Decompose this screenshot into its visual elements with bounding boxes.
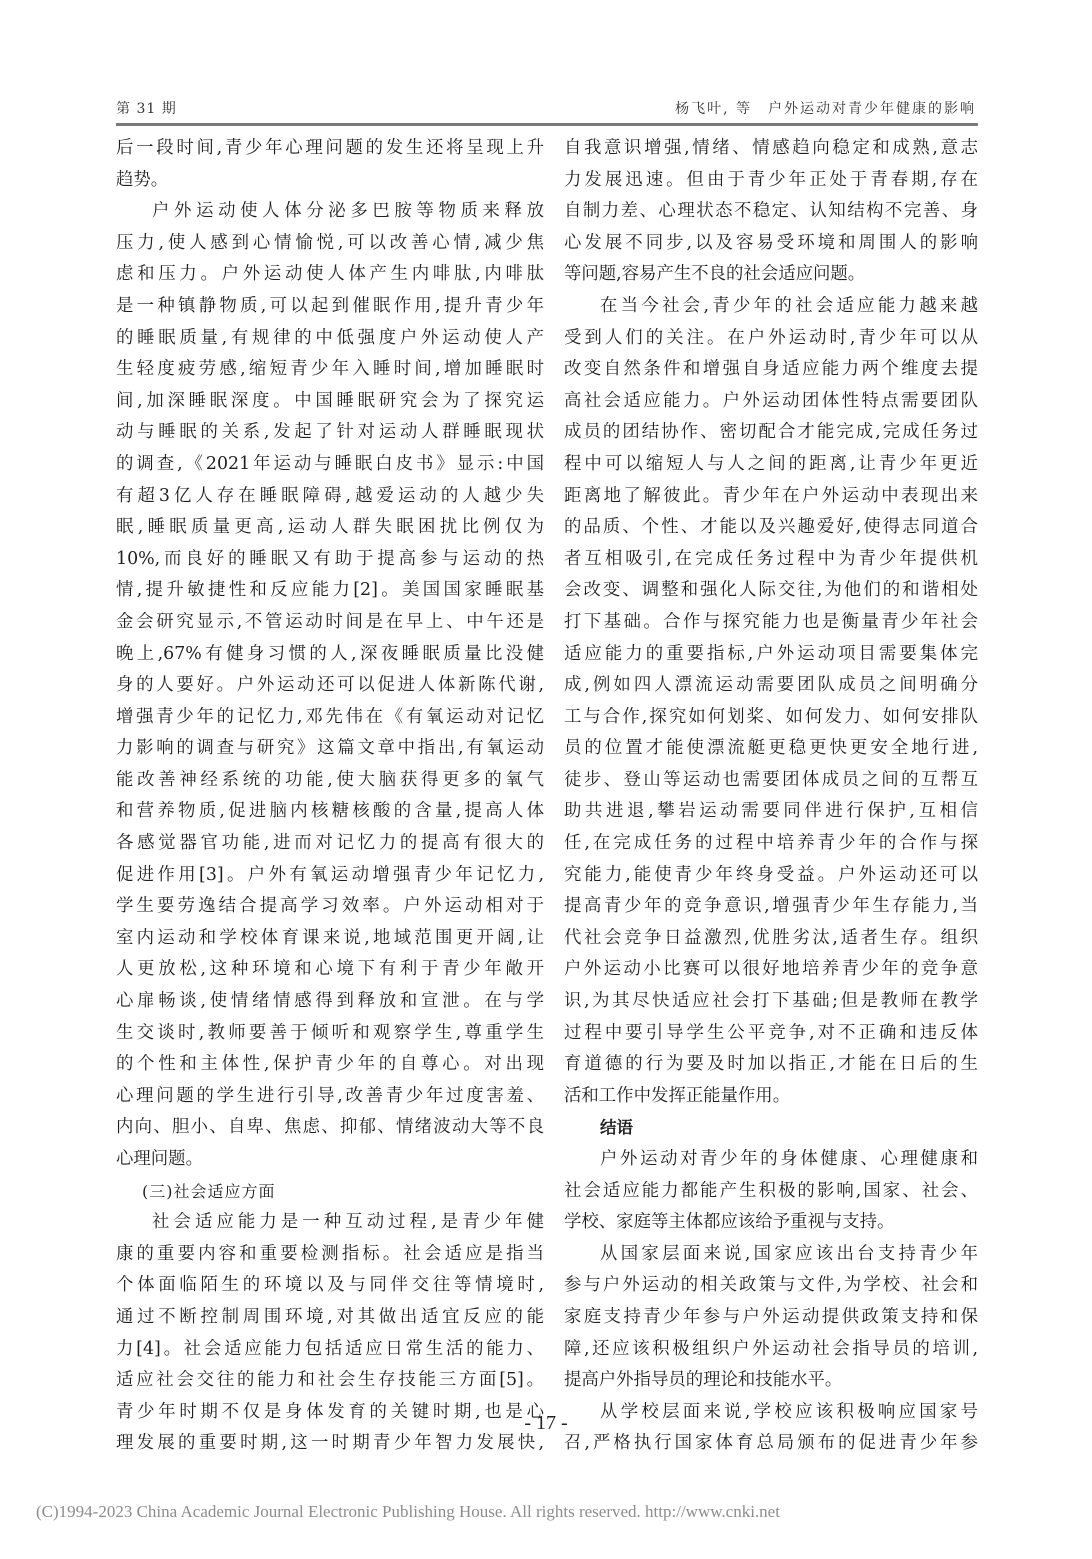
text-line: 等问题,容易产生不良的社会适应问题。 bbox=[564, 264, 866, 285]
text-line: 从学校层面来说,学校应该积极响应国家号 bbox=[600, 1401, 978, 1422]
text-line: 究能力,能使青少年终身受益。户外运动还可以 bbox=[564, 864, 978, 885]
text-line: 和营养物质,促进脑内核糖核酸的含量,提高人体 bbox=[116, 801, 544, 822]
text-line: 内向、胆小、自卑、焦虑、抑郁、情绪波动大等不良 bbox=[116, 1117, 544, 1138]
text-line: 提高青少年的竞争意识,增强青少年生存能力,当 bbox=[564, 896, 978, 917]
text-line: 眠,睡眠质量更高,运动人群失眠困扰比例仅为 bbox=[116, 517, 544, 538]
text-line: 社会适应能力都能产生积极的影响,国家、社会、 bbox=[564, 1180, 978, 1201]
running-title: 杨飞叶, 等 户外运动对青少年健康的影响 bbox=[675, 101, 976, 117]
text-line: 育道德的行为要及时加以指正,才能在日后的生 bbox=[564, 1054, 978, 1075]
text-line: 金会研究显示,不管运动时间是在早上、中午还是 bbox=[116, 611, 544, 632]
text-line: 青少年时期不仅是身体发育的关键时期,也是心 bbox=[116, 1401, 544, 1422]
text-line: 者互相吸引,在完成任务过程中为青少年提供机 bbox=[564, 548, 978, 569]
text-line: 生交谈时,教师要善于倾听和观察学生,尊重学生 bbox=[116, 1022, 544, 1043]
text-line: 户外运动对青少年的身体健康、心理健康和 bbox=[600, 1149, 978, 1169]
page-number: - 17 - bbox=[524, 1412, 568, 1434]
text-line: 动与睡眠的关系,发起了针对运动人群睡眠现状 bbox=[116, 422, 544, 443]
text-line: 心发展不同步,以及容易受环境和周围人的影响 bbox=[564, 232, 978, 253]
text-line: 有超3亿人存在睡眠障碍,越爱运动的人越少失 bbox=[116, 485, 544, 506]
text-line: 适应能力的重要指标,户外运动项目需要集体完 bbox=[564, 643, 978, 664]
text-line: 情,提升敏捷性和反应能力[2]。美国国家睡眠基 bbox=[116, 580, 544, 601]
text-line: 虑和压力。户外运动使人体产生内啡肽,内啡肽 bbox=[116, 264, 544, 285]
text-line: 识,为其尽快适应社会打下基础;但是教师在教学 bbox=[564, 991, 978, 1012]
text-line: 康的重要内容和重要检测指标。社会适应是指当 bbox=[116, 1243, 544, 1264]
subsection-heading: (三)社会适应方面 bbox=[142, 1181, 276, 1201]
text-line: 10%,而良好的睡眠又有助于提高参与运动的热 bbox=[116, 548, 544, 569]
text-line: 各感觉器官功能,进而对记忆力的提高有很大的 bbox=[116, 833, 544, 854]
text-line: 后一段时间,青少年心理问题的发生还将呈现上升 bbox=[116, 138, 544, 158]
text-line: 趋势。 bbox=[116, 169, 169, 190]
right-column bbox=[564, 133, 978, 1460]
copyright-notice: (C)1994-2023 China Academic Journal Electronic Publishing House. All rights reserved. http://www.cnki.net bbox=[36, 1502, 780, 1521]
text-line: 任,在完成任务的过程中培养青少年的合作与探 bbox=[564, 833, 978, 854]
text-line: 学校、家庭等主体都应该给予重视与支持。 bbox=[564, 1212, 895, 1233]
text-line: 程中可以缩短人与人之间的距离,让青少年更近 bbox=[564, 453, 978, 474]
text-line: 生轻度疲劳感,缩短青少年入睡时间,增加睡眠时 bbox=[116, 359, 544, 380]
text-line: 在当今社会,青少年的社会适应能力越来越 bbox=[600, 295, 978, 316]
text-line: 代社会竞争日益激烈,优胜劣汰,适者生存。组织 bbox=[564, 927, 978, 948]
text-line: 召,严格执行国家体育总局颁布的促进青少年参 bbox=[564, 1433, 978, 1454]
text-line: 力[4]。社会适应能力包括适应日常生活的能力、 bbox=[116, 1338, 544, 1359]
text-line: 障,还应该积极组织户外运动社会指导员的培训, bbox=[564, 1338, 978, 1359]
text-line: 从国家层面来说,国家应该出台支持青少年 bbox=[600, 1243, 978, 1264]
text-line: 压力,使人感到心情愉悦,可以改善心情,减少焦 bbox=[116, 232, 544, 253]
text-line: 力发展迅速。但由于青少年正处于青春期,存在 bbox=[564, 169, 978, 190]
text-line: 会改变、调整和强化人际交往,为他们的和谐相处 bbox=[564, 580, 978, 601]
text-line: 距离地了解彼此。青少年在户外运动中表现出来 bbox=[564, 485, 978, 506]
text-line: 家庭支持青少年参与户外运动提供政策支持和保 bbox=[564, 1306, 978, 1327]
text-line: 户外运动使人体分泌多巴胺等物质来释放 bbox=[152, 201, 544, 222]
text-line: 促进作用[3]。户外有氧运动增强青少年记忆力, bbox=[116, 864, 544, 885]
text-line: 的品质、个性、才能以及兴趣爱好,使得志同道合 bbox=[564, 517, 978, 538]
text-line: 学生要劳逸结合提高学习效率。户外运动相对于 bbox=[116, 896, 544, 917]
text-line: 打下基础。合作与探究能力也是衡量青少年社会 bbox=[564, 611, 978, 632]
text-line: 心理问题。 bbox=[116, 1149, 203, 1169]
text-line: 个体面临陌生的环境以及与同伴交往等情境时, bbox=[116, 1275, 544, 1296]
text-line: 成员的团结协作、密切配合才能完成,完成任务过 bbox=[564, 422, 978, 443]
text-line: 工与合作,探究如何划桨、如何发力、如何安排队 bbox=[564, 706, 978, 727]
text-line: 徒步、登山等运动也需要团体成员之间的互帮互 bbox=[564, 769, 978, 790]
text-line: 理发展的重要时期,这一时期青少年智力发展快, bbox=[116, 1433, 544, 1454]
section-heading: 结语 bbox=[600, 1118, 633, 1138]
text-line: 晚上,67%有健身习惯的人,深夜睡眠质量比没健 bbox=[116, 643, 544, 664]
text-line: 活和工作中发挥正能量作用。 bbox=[564, 1085, 791, 1106]
text-line: 助共进退,攀岩运动需要同伴进行保护,互相信 bbox=[564, 801, 978, 822]
text-line: 适应社会交往的能力和社会生存技能三方面[5]。 bbox=[116, 1370, 544, 1391]
running-header bbox=[116, 98, 976, 124]
text-line: 员的位置才能使漂流艇更稳更快更安全地行进, bbox=[564, 738, 978, 759]
text-line: 心理问题的学生进行引导,改善青少年过度害羞、 bbox=[116, 1085, 544, 1106]
text-line: 高社会适应能力。户外运动团体性特点需要团队 bbox=[564, 390, 978, 411]
text-line: 力影响的调查与研究》这篇文章中指出,有氧运动 bbox=[116, 738, 544, 759]
text-line: 成,例如四人漂流运动需要团队成员之间明确分 bbox=[564, 675, 978, 696]
text-line: 户外运动小比赛可以很好地培养青少年的竞争意 bbox=[564, 959, 978, 980]
text-line: 间,加深睡眠深度。中国睡眠研究会为了探究运 bbox=[116, 390, 544, 411]
issue-number: 第 31 期 bbox=[116, 101, 177, 117]
text-line: 社会适应能力是一种互动过程,是青少年健 bbox=[152, 1212, 544, 1233]
text-line: 增强青少年的记忆力,邓先伟在《有氧运动对记忆 bbox=[116, 706, 544, 727]
text-line: 提高户外指导员的理论和技能水平。 bbox=[564, 1370, 843, 1391]
text-line: 的调查,《2021年运动与睡眠白皮书》显示:中国 bbox=[116, 453, 544, 474]
text-line: 参与户外运动的相关政策与文件,为学校、社会和 bbox=[564, 1275, 978, 1296]
text-line: 自制力差、心理状态不稳定、认知结构不完善、身 bbox=[564, 201, 978, 222]
text-line: 受到人们的关注。在户外运动时,青少年可以从 bbox=[564, 327, 978, 348]
text-line: 室内运动和学校体育课来说,地域范围更开阔,让 bbox=[116, 927, 544, 948]
text-line: 的个性和主体性,保护青少年的自尊心。对出现 bbox=[116, 1054, 544, 1075]
text-line: 自我意识增强,情绪、情感趋向稳定和成熟,意志 bbox=[564, 138, 978, 158]
text-line: 能改善神经系统的功能,使大脑获得更多的氧气 bbox=[116, 769, 544, 790]
header-rule bbox=[116, 123, 978, 126]
text-line: 心扉畅谈,使情绪情感得到释放和宣泄。在与学 bbox=[116, 991, 544, 1012]
text-line: 过程中要引导学生公平竞争,对不正确和违反体 bbox=[564, 1022, 978, 1043]
text-line: 通过不断控制周围环境,对其做出适宜反应的能 bbox=[116, 1306, 544, 1327]
text-line: 人更放松,这种环境和心境下有利于青少年敞开 bbox=[116, 959, 544, 980]
text-line: 是一种镇静物质,可以起到催眠作用,提升青少年 bbox=[116, 295, 544, 316]
text-line: 改变自然条件和增强自身适应能力两个维度去提 bbox=[564, 359, 978, 380]
text-line: 身的人要好。户外运动还可以促进人体新陈代谢, bbox=[116, 675, 544, 696]
text-line: 的睡眠质量,有规律的中低强度户外运动使人产 bbox=[116, 327, 544, 348]
left-column bbox=[116, 133, 544, 1460]
